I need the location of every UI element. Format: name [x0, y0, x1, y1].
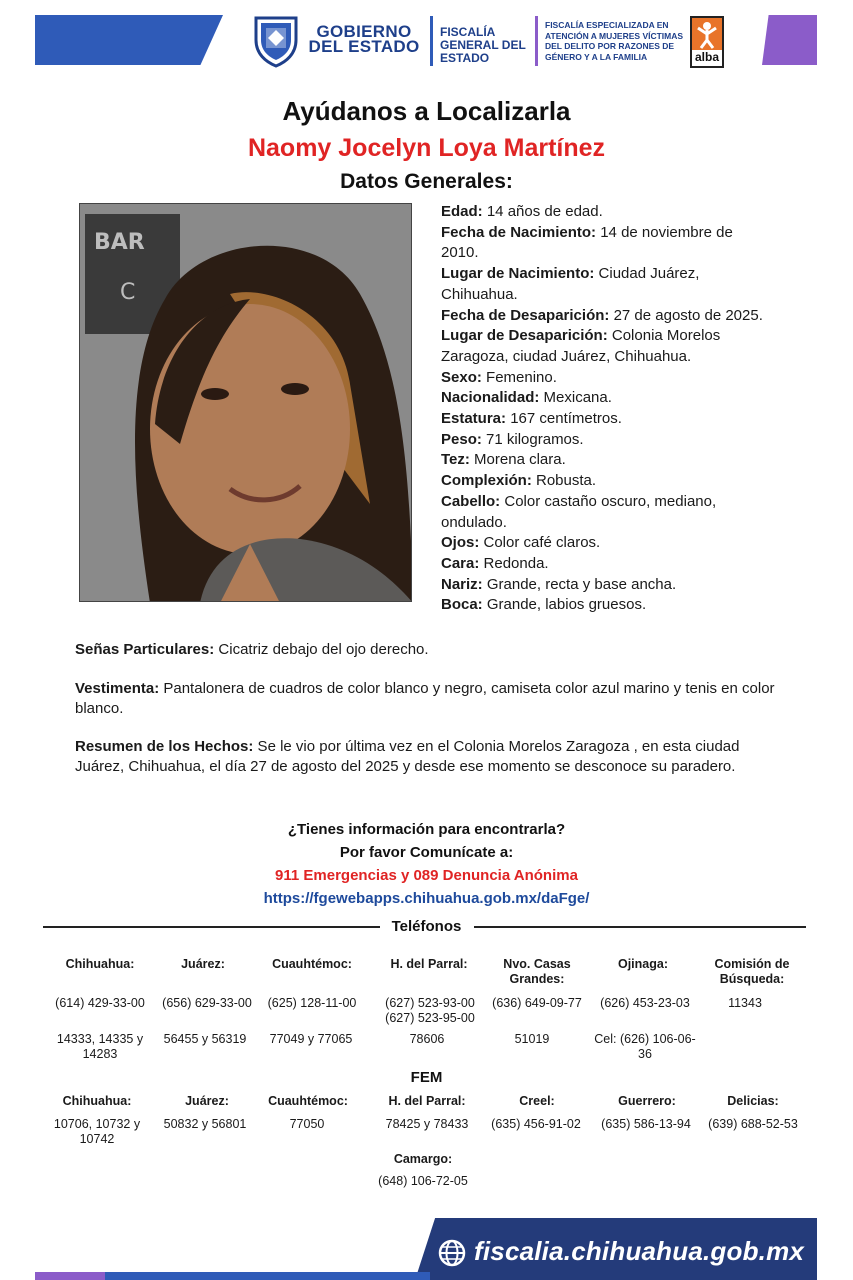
fem-header: Juárez:	[185, 1094, 229, 1108]
resumen-value: Se le vio por última vez en el Colonia Morelos Zaragoza , en esta ciudad Juárez, Chihuahua, el día 27 de agosto del 2025 y desde ese momento se desconoce su paradero.	[75, 738, 740, 775]
detail-estatura	[441, 409, 771, 430]
fem-cell: 78425 y 78433	[385, 1117, 469, 1131]
tel-cell: 56455 y 56319	[163, 1032, 247, 1046]
gobierno-del-estado-logo: GOBIERNO DEL ESTADO	[308, 22, 420, 56]
tel-cell: 77049 y 77065	[269, 1032, 353, 1046]
tel-cell: (627) 523-93-00 (627) 523-95-00	[385, 996, 475, 1025]
detail-label: Peso:	[441, 430, 482, 448]
tel-cell: (636) 649-09-77	[492, 996, 582, 1010]
fiscalia-general-logo: FISCALÍA GENERAL DEL ESTADO	[440, 25, 526, 65]
tel-header: Juárez:	[181, 957, 225, 971]
emergency-numbers: 911 Emergencias y 089 Denuncia Anónima	[275, 867, 578, 884]
detail-lugar-nacimiento	[441, 264, 771, 305]
detail-value: Femenino.	[481, 368, 557, 386]
tel-cell: 51019	[514, 1032, 550, 1046]
detail-value: Redonda.	[479, 554, 549, 572]
detail-edad	[441, 202, 771, 223]
detail-label: Sexo:	[441, 368, 482, 386]
tel-cell: Cel: (626) 106-06-36	[594, 1032, 696, 1061]
vestimenta	[75, 679, 780, 718]
vestimenta-value: Pantalonera de cuadros de color blanco y negro, camiseta color azul marino y tenis en color blanco.	[75, 680, 775, 717]
detail-peso	[441, 430, 771, 451]
report-link[interactable]: https://fgewebapps.chihuahua.gob.mx/daFge/	[263, 890, 590, 907]
detail-value: Robusta.	[531, 472, 597, 490]
footer-website-link[interactable]: fiscalia.chihuahua.gob.mx	[474, 1236, 805, 1266]
alba-label: alba	[694, 50, 719, 64]
senas-value: Cicatriz debajo del ojo derecho.	[214, 641, 429, 658]
tel-header: Cuauhtémoc:	[272, 957, 352, 971]
section-title: Datos Generales:	[340, 170, 513, 193]
header-divider	[430, 16, 433, 66]
detail-value: Color café claros.	[479, 534, 601, 552]
general-data-list	[441, 202, 771, 616]
detail-label: Estatura:	[441, 410, 507, 428]
camargo-header: Camargo:	[393, 1152, 453, 1166]
detail-label: Edad:	[441, 203, 483, 220]
detail-label: Tez:	[441, 451, 470, 469]
detail-label: Cabello:	[441, 492, 501, 510]
tel-header: Chihuahua:	[65, 957, 135, 971]
tel-header: Nvo. Casas Grandes:	[503, 957, 571, 986]
contact-call: Por favor Comunícate a:	[339, 844, 514, 861]
tel-cell: (614) 429-33-00	[55, 996, 145, 1010]
detail-value: Morena clara.	[469, 451, 566, 469]
detail-label: Nacionalidad:	[441, 389, 540, 407]
detail-value: 14 años de edad.	[482, 203, 603, 220]
tel-cell: 78606	[409, 1032, 445, 1046]
resumen-hechos	[75, 737, 780, 776]
alba-logo	[690, 16, 724, 68]
photo-illustration	[80, 204, 412, 602]
detail-cabello	[441, 492, 771, 533]
fem-header: Guerrero:	[618, 1094, 676, 1108]
svg-text:BAR: BAR	[94, 230, 145, 255]
tel-cell: (625) 128-11-00	[267, 996, 357, 1010]
detail-nacionalidad	[441, 388, 771, 409]
fem-cell: 50832 y 56801	[163, 1117, 247, 1131]
fem-title: FEM	[410, 1069, 443, 1086]
detail-value: Ciudad Juárez, Chihuahua.	[441, 265, 700, 303]
tel-cell: (626) 453-23-03	[600, 996, 690, 1010]
fem-cell: 77050	[289, 1117, 325, 1131]
header-divider	[535, 16, 538, 66]
detail-label: Lugar de Nacimiento:	[441, 265, 595, 283]
header-purple-band	[762, 15, 817, 65]
detail-nariz	[441, 575, 771, 596]
detail-label: Nariz:	[441, 575, 483, 593]
detail-fecha-nacimiento	[441, 223, 771, 264]
fem-cell: (635) 456-91-02	[491, 1117, 581, 1131]
globe-icon	[437, 1238, 467, 1268]
fem-header: Creel:	[519, 1094, 555, 1108]
tel-header: H. del Parral:	[390, 957, 468, 971]
detail-cara	[441, 554, 771, 575]
detail-label: Lugar de Desaparición:	[441, 327, 608, 345]
fem-header: Delicias:	[727, 1094, 779, 1108]
fem-header: H. del Parral:	[388, 1094, 466, 1108]
tel-header: Ojinaga:	[617, 957, 668, 971]
camargo-phone: (648) 106-72-05	[378, 1174, 468, 1188]
detail-tez	[441, 450, 771, 471]
detail-label: Fecha de Nacimiento:	[441, 223, 597, 241]
detail-sexo	[441, 368, 771, 389]
detail-label: Fecha de Desaparición:	[441, 306, 610, 324]
detail-value: Colonia Morelos Zaragoza, ciudad Juárez, Chihuahua.	[441, 327, 721, 365]
detail-value: Grande, recta y base ancha.	[482, 575, 677, 593]
detail-value: 71 kilogramos.	[481, 430, 584, 448]
alba-figure-icon	[692, 18, 722, 50]
detail-complexion	[441, 471, 771, 492]
telefonos-title: Teléfonos	[391, 918, 462, 935]
fem-cell: 10706, 10732 y 10742	[53, 1117, 141, 1146]
detail-value: Color castaño oscuro, mediano, ondulado.	[441, 492, 717, 531]
fem-header: Cuauhtémoc:	[268, 1094, 348, 1108]
resumen-label: Resumen de los Hechos:	[75, 738, 254, 755]
tel-cell: 11343	[728, 996, 762, 1010]
person-name: Naomy Jocelyn Loya Martínez	[247, 134, 606, 162]
fiscalia-especializada-logo: FISCALÍA ESPECIALIZADA EN ATENCIÓN A MUJERES VÍCTIMAS DEL DELITO POR RAZONES DE GÉNERO Y A LA FAMILIA	[545, 20, 684, 62]
tel-cell: 14333, 14335 y 14283	[56, 1032, 144, 1061]
detail-value: 14 de noviembre de 2010.	[441, 223, 733, 262]
contact-question: ¿Tienes información para encontrarla?	[287, 821, 566, 838]
detail-fecha-desaparicion	[441, 306, 771, 327]
person-photo	[79, 203, 412, 602]
senas-particulares	[75, 640, 780, 660]
detail-ojos	[441, 533, 771, 554]
detail-boca	[441, 595, 771, 616]
detail-value: Grande, labios gruesos.	[482, 596, 647, 614]
detail-label: Complexión:	[441, 472, 532, 490]
fem-header: Chihuahua:	[62, 1094, 132, 1108]
header-blue-band	[35, 15, 223, 65]
page-title: Ayúdanos a Localizarla	[282, 96, 571, 126]
state-shield-icon	[252, 14, 300, 68]
tel-header: Comisión de Búsqueda:	[714, 957, 790, 986]
vestimenta-label: Vestimenta:	[75, 680, 160, 697]
tel-cell: (656) 629-33-00	[162, 996, 252, 1010]
fem-cell: (635) 586-13-94	[601, 1117, 691, 1131]
fem-cell: (639) 688-52-53	[708, 1117, 798, 1131]
detail-value: 167 centímetros.	[506, 410, 622, 428]
detail-value: 27 de agosto de 2025.	[609, 306, 763, 324]
detail-label: Boca:	[441, 596, 483, 614]
footer-stripe-accent	[35, 1272, 105, 1280]
svg-text:C: C	[120, 280, 136, 305]
senas-label: Señas Particulares:	[75, 641, 215, 658]
detail-label: Ojos:	[441, 534, 480, 552]
detail-value: Mexicana.	[539, 389, 612, 407]
detail-lugar-desaparicion	[441, 326, 771, 367]
detail-label: Cara:	[441, 554, 480, 572]
